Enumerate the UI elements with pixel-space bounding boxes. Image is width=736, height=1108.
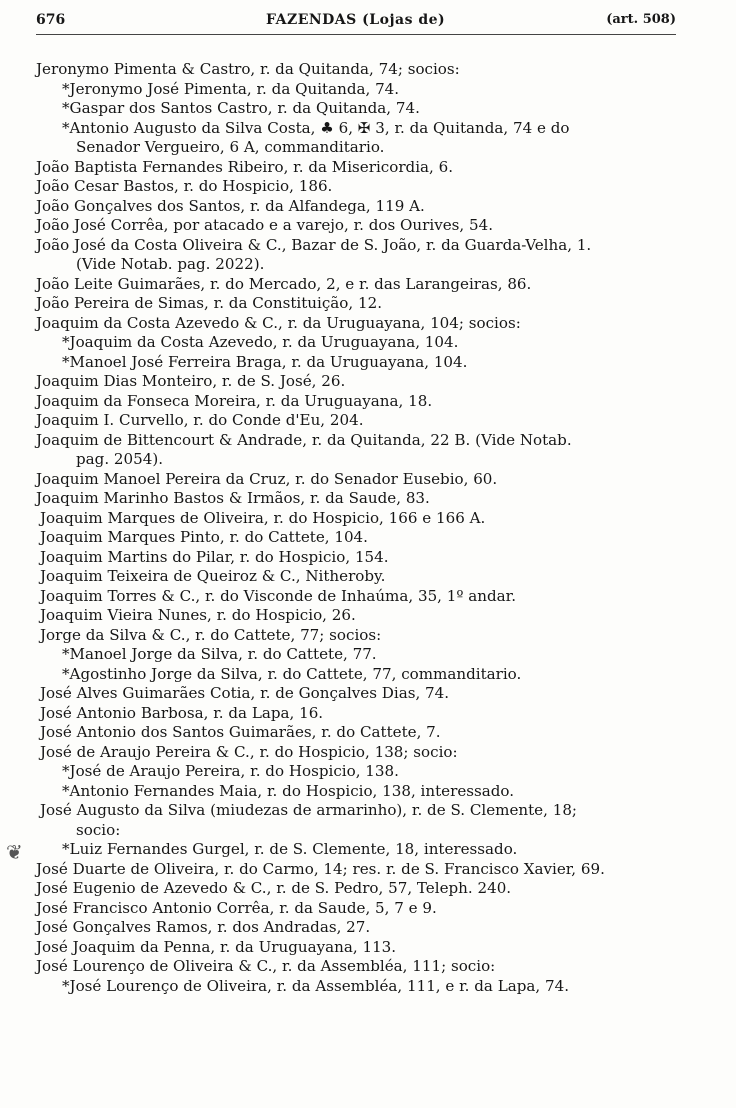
partner-line: *Agostinho Jorge da Silva, r. do Cattete, 77, commanditario.: [62, 664, 522, 683]
directory-entry: João José da Costa Oliveira & C., Bazar de S. João, r. da Guarda-Velha, 1.: [36, 235, 592, 254]
directory-entry: João José Corrêa, por atacado e a varejo, r. dos Ourives, 54.: [36, 216, 494, 234]
directory-entry: João Baptista Fernandes Ribeiro, r. da Misericordia, 6.: [36, 157, 454, 176]
directory-entry: Joaquim Marques Pinto, r. do Cattete, 104.: [40, 528, 368, 546]
directory-entry: José Lourenço de Oliveira & C., r. da Assembléa, 111; socio:: [36, 957, 496, 975]
directory-entry: Joaquim de Bittencourt & Andrade, r. da Quitanda, 22 B. (Vide Notab.: [36, 430, 572, 449]
partner-line: *Antonio Fernandes Maia, r. do Hospicio, 138, interessado.: [62, 781, 515, 800]
partner-line: *Jeronymo José Pimenta, r. da Quitanda, 74.: [62, 79, 400, 98]
directory-entry: Joaquim Manoel Pereira da Cruz, r. do Senador Eusebio, 60.: [36, 469, 498, 488]
partner-line: *José de Araujo Pereira, r. do Hospicio, 138.: [62, 762, 399, 780]
directory-entry: José de Araujo Pereira & C., r. do Hospicio, 138; socio:: [40, 742, 458, 761]
directory-entry: Joaquim I. Curvello, r. do Conde d'Eu, 204.: [36, 411, 364, 429]
directory-entry: José Francisco Antonio Corrêa, r. da Saude, 5, 7 e 9.: [36, 898, 437, 917]
directory-entry: Joaquim Torres & C., r. do Visconde de Inhaúma, 35, 1º andar.: [40, 586, 517, 605]
directory-entry: José Antonio dos Santos Guimarães, r. do Cattete, 7.: [40, 723, 441, 741]
directory-entry: José Duarte de Oliveira, r. do Carmo, 14; res. r. de S. Francisco Xavier, 69.: [36, 859, 605, 878]
continuation-line: pag. 2054).: [76, 450, 164, 468]
partner-line: *Manoel Jorge da Silva, r. do Cattete, 77.: [62, 645, 377, 663]
directory-entry: Joaquim Martins do Pilar, r. do Hospicio, 154.: [40, 547, 389, 566]
directory-entry: João Cesar Bastos, r. do Hospicio, 186.: [36, 177, 333, 195]
directory-entry: Joaquim Dias Monteiro, r. de S. José, 26.: [36, 372, 346, 390]
directory-entries: [0, 60, 736, 996]
continuation-line: socio:: [76, 820, 121, 839]
page-number: 676: [36, 12, 66, 28]
page-header: [36, 8, 676, 35]
continuation-line: (Vide Notab. pag. 2022).: [76, 255, 265, 273]
directory-entry: José Augusto da Silva (miudezas de armarinho), r. de S. Clemente, 18;: [40, 801, 578, 819]
printer-mark-icon: ❦: [6, 840, 23, 864]
directory-entry: João Pereira de Simas, r. da Constituição, 12.: [36, 294, 382, 312]
directory-entry: Joaquim da Costa Azevedo & C., r. da Uruguayana, 104; socios:: [36, 313, 521, 332]
partner-line: *Antonio Augusto da Silva Costa, ♣ 6, ✠ 3, r. da Quitanda, 74 e do: [62, 118, 570, 137]
directory-entry: José Antonio Barbosa, r. da Lapa, 16.: [40, 703, 324, 722]
continuation-line: Senador Vergueiro, 6 A, commanditario.: [76, 138, 385, 156]
partner-line: *Manoel José Ferreira Braga, r. da Uruguayana, 104.: [62, 352, 468, 371]
partner-line: *Joaquim da Costa Azevedo, r. da Uruguayana, 104.: [62, 333, 459, 351]
directory-entry: Joaquim da Fonseca Moreira, r. da Uruguayana, 18.: [36, 391, 433, 410]
directory-entry: Joaquim Teixeira de Queiroz & C., Nitheroby.: [40, 567, 386, 585]
directory-entry: José Alves Guimarães Cotia, r. de Gonçalves Dias, 74.: [40, 684, 450, 702]
partner-line: *José Lourenço de Oliveira, r. da Assembléa, 111, e r. da Lapa, 74.: [62, 976, 570, 995]
directory-entry: João Leite Guimarães, r. do Mercado, 2, e r. das Larangeiras, 86.: [36, 274, 532, 293]
directory-entry: João Gonçalves dos Santos, r. da Alfandega, 119 A.: [36, 196, 425, 215]
article-reference: (art. 508): [606, 12, 676, 27]
section-title: FAZENDAS (Lojas de): [266, 12, 446, 28]
directory-entry: Jeronymo Pimenta & Castro, r. da Quitanda, 74; socios:: [36, 60, 460, 78]
partner-line: *Luiz Fernandes Gurgel, r. de S. Clemente, 18, interessado.: [62, 840, 518, 858]
directory-entry: Joaquim Vieira Nunes, r. do Hospicio, 26.: [40, 606, 356, 624]
partner-line: *Gaspar dos Santos Castro, r. da Quitanda, 74.: [62, 99, 420, 117]
directory-entry: Joaquim Marques de Oliveira, r. do Hospicio, 166 e 166 A.: [40, 508, 486, 527]
directory-entry: José Joaquim da Penna, r. da Uruguayana, 113.: [36, 937, 397, 956]
directory-entry: José Gonçalves Ramos, r. dos Andradas, 27.: [36, 918, 371, 936]
directory-entry: José Eugenio de Azevedo & C., r. de S. Pedro, 57, Teleph. 240.: [36, 879, 512, 897]
directory-entry: Joaquim Marinho Bastos & Irmãos, r. da Saude, 83.: [36, 489, 430, 507]
directory-entry: Jorge da Silva & C., r. do Cattete, 77; socios:: [40, 625, 382, 644]
